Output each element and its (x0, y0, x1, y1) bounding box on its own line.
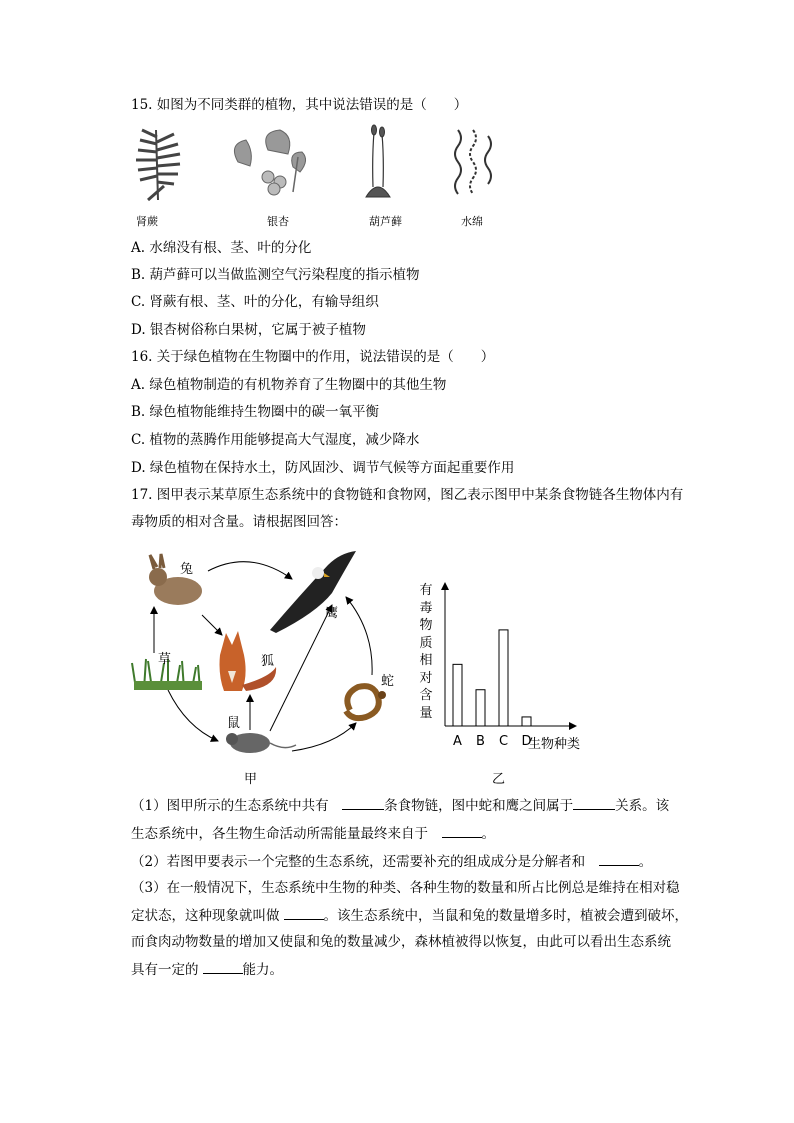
label-fox: 狐 (261, 654, 275, 669)
q17-sub1-line2: 生态系统中，各生物生命活动所需能量最终来自于 。 (131, 823, 495, 844)
q15-stem: 15. 如图为不同类群的植物，其中说法错误的是（ ） (131, 97, 468, 113)
caption-yi: 乙 (492, 772, 506, 787)
arrow-snake-eagle (346, 597, 372, 675)
q15-option-b: B. 葫芦藓可以当做监测空气污染程度的指示植物 (131, 267, 420, 283)
arrow-rabbit-eagle (208, 562, 292, 579)
q17-stem-line2: 毒物质的相对含量。请根据图回答： (131, 514, 347, 530)
tick-label-A: A (453, 734, 462, 749)
q16-option-b: B. 绿色植物能维持生物圈中的碳一氧平衡 (131, 404, 380, 420)
fern-image (136, 130, 180, 200)
q17-stem-line1: 17. 图甲表示某草原生态系统中的食物链和食物网，图乙表示图甲中某条食物链各生物体内有 (131, 487, 684, 503)
ginkgo-image (234, 130, 305, 195)
label-eagle: 鹰 (325, 606, 339, 621)
label-grass: 草 (158, 652, 172, 667)
chart-ylabel: 有毒物质相对含量 (419, 583, 433, 721)
q17-sub2: （2）若图甲要表示一个完整的生态系统，还需要补充的组成成分是分解者和 。 (131, 851, 652, 872)
bar-B (476, 690, 485, 726)
arrow-grass-mouse (168, 690, 218, 741)
q16-option-a: A. 绿色植物制造的有机物养育了生物圈中的其他生物 (131, 377, 447, 393)
snake-image (346, 686, 386, 718)
answer-blank-balance[interactable] (284, 905, 324, 920)
label-snake: 蛇 (381, 674, 395, 689)
q16-stem: 16. 关于绿色植物在生物圈中的作用，说法错误的是（ ） (131, 349, 495, 365)
plant-label-spirogyra: 水绵 (461, 215, 483, 228)
q15-option-d: D. 银杏树俗称白果树，它属于被子植物 (131, 322, 366, 338)
bar-A (453, 664, 462, 726)
q15-option-c: C. 肾蕨有根、茎、叶的分化，有输导组织 (131, 294, 379, 310)
q17-sub3-line2: 定状态，这种现象就叫做 。该生态系统中，当鼠和兔的数量增多时，植被会遭到破坏， (131, 905, 688, 926)
q16-option-c: C. 植物的蒸腾作用能够提高大气湿度，减少降水 (131, 432, 420, 448)
tick-label-C: C (498, 734, 509, 749)
toxin-bar-chart (415, 580, 590, 750)
tick-label-B: B (476, 734, 485, 749)
answer-blank-relation[interactable] (573, 795, 615, 810)
answer-blank-component[interactable] (599, 851, 639, 866)
arrow-rabbit-fox (202, 615, 222, 635)
rabbit-image (149, 554, 202, 605)
q17-sub1-line1: （1）图甲所示的生态系统中共有 条食物链，图中蛇和鹰之间属于 关系。该 (131, 795, 669, 816)
bar-D (522, 717, 531, 726)
eagle-image (270, 551, 356, 633)
answer-blank-energy-source[interactable] (442, 823, 482, 838)
label-rabbit: 兔 (180, 562, 194, 577)
q17-sub3-line4: 具有一定的 能力。 (131, 959, 283, 980)
mouse-image (226, 733, 296, 753)
tick-label-D: D (521, 734, 532, 749)
arrow-mouse-snake (292, 723, 356, 751)
q16-option-d: D. 绿色植物在保持水土，防风固沙、调节气候等方面起重要作用 (131, 460, 515, 476)
q17-sub3-line3: 而食肉动物数量的增加又使鼠和兔的数量减少，森林植被得以恢复，由此可以看出生态系统 (131, 934, 671, 950)
q17-sub3-line1: （3）在一般情况下，生态系统中生物的种类、各种生物的数量和所占比例总是维持在相对稳 (131, 880, 680, 896)
plant-label-ginkgo: 银杏 (267, 215, 289, 228)
moss-image (366, 125, 390, 197)
answer-blank-chain-count[interactable] (342, 795, 384, 810)
q15-option-a: A. 水绵没有根、茎、叶的分化 (131, 240, 312, 256)
label-mouse: 鼠 (227, 716, 241, 731)
chart-xlabel: 生物种类 (528, 737, 581, 752)
answer-blank-self-regulation[interactable] (203, 959, 243, 974)
plant-illustrations (128, 122, 498, 202)
caption-jia: 甲 (244, 772, 258, 787)
plant-label-fern: 肾蕨 (136, 215, 158, 228)
spirogyra-image (455, 130, 491, 194)
bar-C (499, 630, 508, 726)
plant-label-moss: 葫芦藓 (369, 215, 402, 228)
